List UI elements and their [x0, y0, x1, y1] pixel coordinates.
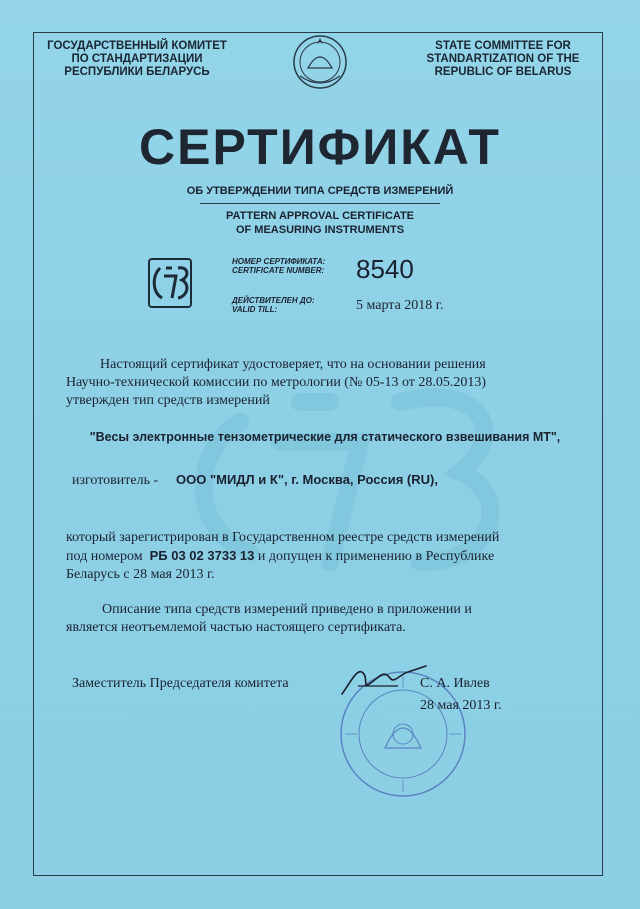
state-emblem-icon [290, 32, 350, 92]
certificate-number-label [232, 257, 325, 275]
registration-number: РБ 03 02 3733 13 [149, 548, 255, 563]
subtitle-divider [200, 203, 440, 204]
signature-icon [338, 660, 428, 700]
registration-prefix: под номером [66, 549, 143, 564]
intro-paragraph [66, 356, 586, 410]
registration-line-2 [66, 547, 586, 566]
header-right-line-2: STANDARTIZATION OF THE [426, 53, 580, 65]
subtitle-ru: ОБ УТВЕРЖДЕНИИ ТИПА СРЕДСТВ ИЗМЕРЕНИЙ [186, 185, 454, 197]
registration-line-3: Беларусь с 28 мая 2013 г. [66, 567, 215, 582]
signatory-position: Заместитель Председателя комитета [72, 676, 289, 691]
header-left-line-2: ПО СТАНДАРТИЗАЦИИ [71, 53, 203, 65]
intro-line-2: Научно-технической комиссии по метрологии (№ 05-13 от 28.05.2013) [66, 375, 487, 390]
manufacturer-name: ООО "МИДЛ и К", г. Москва, Россия (RU), [176, 472, 438, 487]
document-title: СЕРТИФИКАТ [139, 119, 501, 175]
header-left-line-1: ГОСУДАРСТВЕННЫЙ КОМИТЕТ [47, 40, 227, 52]
description-line-1: Описание типа средств измерений приведено в приложении и [102, 602, 472, 617]
intro-line-1: Настоящий сертификат удостоверяет, что на основании решения [100, 357, 486, 372]
signature-date: 28 мая 2013 г. [420, 698, 502, 713]
standards-logo-icon [148, 258, 192, 308]
certificate-number-label-en: CERTIFICATE NUMBER: [232, 266, 325, 275]
subtitle-en [0, 209, 640, 237]
certificate-number: 8540 [356, 254, 414, 284]
certificate-number-label-ru: НОМЕР СЕРТИФИКАТА: [232, 257, 326, 266]
registration-suffix: и допущен к применению в Республике [257, 549, 495, 564]
header-right-line-1: STATE COMMITTEE FOR [435, 40, 571, 52]
valid-till-label [232, 296, 315, 314]
registration-paragraph [66, 529, 586, 584]
manufacturer-label: изготовитель - [72, 473, 159, 488]
registration-line-1: который зарегистрирован в Государственном реестре средств измерений [66, 530, 500, 545]
subtitle-en-line-1: PATTERN APPROVAL CERTIFICATE [225, 210, 415, 222]
header-right [408, 40, 598, 79]
intro-line-3: утвержден тип средств измерений [66, 393, 270, 408]
subtitle-en-line-2: OF MEASURING INSTRUMENTS [235, 224, 405, 236]
instrument-name: "Весы электронные тензометрические для статического взвешивания МТ", [89, 430, 561, 444]
signatory-name: С. А. Ивлев [420, 676, 490, 691]
header-right-line-3: REPUBLIC OF BELARUS [434, 66, 572, 78]
header-left-line-3: РЕСПУБЛИКИ БЕЛАРУСЬ [64, 66, 210, 78]
header-left [42, 40, 232, 79]
valid-till-label-en: VALID TILL: [232, 305, 278, 314]
description-line-2: является неотъемлемой частью настоящего сертификата. [66, 620, 406, 635]
valid-till-label-ru: ДЕЙСТВИТЕЛЕН ДО: [232, 296, 315, 305]
valid-till-date: 5 марта 2018 г. [356, 298, 444, 313]
description-paragraph [66, 601, 586, 637]
